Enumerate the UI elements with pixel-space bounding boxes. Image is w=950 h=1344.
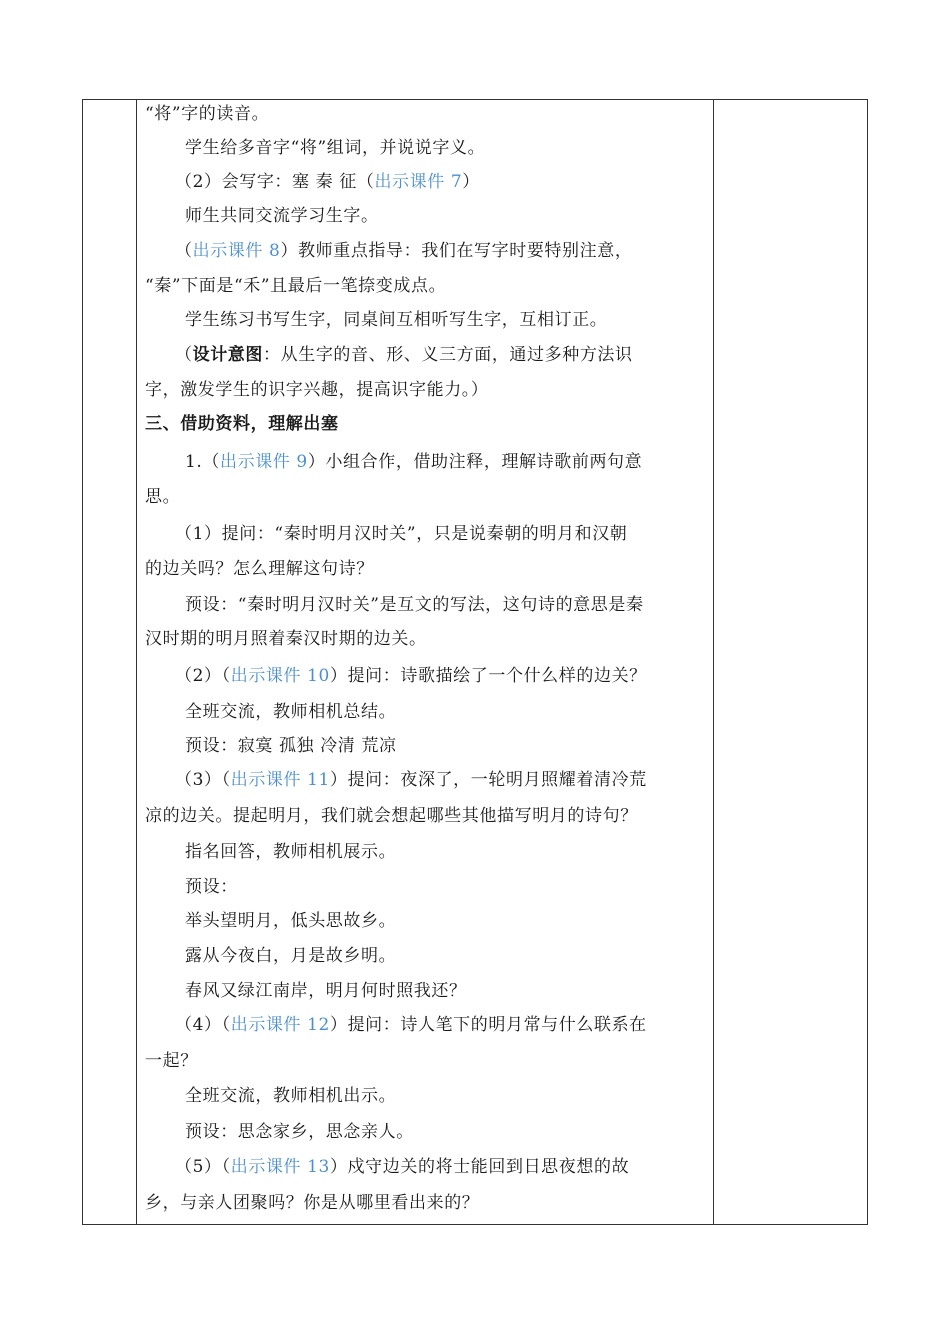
text-line: 预设：寂寞 孤独 冷清 荒凉 bbox=[185, 736, 397, 756]
text-line: 学生练习书写生字，同桌间互相听写生字，互相订正。 bbox=[185, 310, 608, 330]
courseware-link[interactable]: 出示课件 12 bbox=[230, 1015, 330, 1035]
text-line: （1）提问：“秦时明月汉时关”，只是说秦朝的明月和汉朝 bbox=[175, 524, 628, 544]
section-heading: 三、借助资料，理解出塞 bbox=[145, 414, 339, 434]
lesson-table bbox=[82, 99, 868, 1225]
courseware-link[interactable]: 出示课件 13 bbox=[230, 1157, 330, 1177]
text-line: （3）（出示课件 11）提问：夜深了，一轮明月照耀着清冷荒 bbox=[175, 770, 647, 790]
poem-line: 举头望明月，低头思故乡。 bbox=[185, 911, 397, 931]
text-line: 一起？ bbox=[145, 1051, 198, 1071]
text-line: 1.（出示课件 9）小组合作，借助注释，理解诗歌前两句意 bbox=[185, 452, 643, 472]
courseware-link[interactable]: 出示课件 8 bbox=[192, 241, 281, 261]
text-line: 字，激发学生的识字兴趣，提高识字能力。） bbox=[145, 380, 489, 400]
courseware-link[interactable]: 出示课件 11 bbox=[230, 770, 330, 790]
courseware-link[interactable]: 出示课件 10 bbox=[230, 666, 330, 686]
text-line: （5）（出示课件 13）戍守边关的将士能回到日思夜想的故 bbox=[175, 1157, 630, 1177]
text-line: 预设：“秦时明月汉时关”是互文的写法，这句诗的意思是秦 bbox=[185, 595, 644, 615]
text-line: 乡，与亲人团聚吗？你是从哪里看出来的？ bbox=[145, 1193, 480, 1213]
text-line: （出示课件 8）教师重点指导：我们在写字时要特别注意， bbox=[175, 241, 633, 261]
text-line: 凉的边关。提起明月，我们就会想起哪些其他描写明月的诗句？ bbox=[145, 806, 638, 826]
poem-line: 春风又绿江南岸，明月何时照我还？ bbox=[185, 981, 467, 1001]
text-line: （4）（出示课件 12）提问：诗人笔下的明月常与什么联系在 bbox=[175, 1015, 647, 1035]
courseware-link[interactable]: 出示课件 9 bbox=[220, 452, 308, 472]
poem-line: 露从今夜白，月是故乡明。 bbox=[185, 946, 397, 966]
column-divider bbox=[713, 100, 714, 1224]
text-line: 全班交流，教师相机总结。 bbox=[185, 702, 397, 722]
text-line: 学生给多音字“将”组词，并说说字义。 bbox=[185, 138, 486, 158]
text-line: “秦”下面是“禾”且最后一笔捺变成点。 bbox=[145, 276, 447, 296]
text-line: 指名回答，教师相机展示。 bbox=[185, 842, 397, 862]
text-line: “将”字的读音。 bbox=[145, 104, 270, 124]
text-line: 的边关吗？怎么理解这句诗？ bbox=[145, 559, 374, 579]
text-line: 预设： bbox=[185, 877, 238, 897]
text-line: 全班交流，教师相机出示。 bbox=[185, 1086, 397, 1106]
text-line: 思。 bbox=[145, 487, 181, 507]
text-line: 师生共同交流学习生字。 bbox=[185, 206, 379, 226]
text-line: 汉时期的明月照着秦汉时期的边关。 bbox=[145, 629, 427, 649]
text-line: 预设：思念家乡，思念亲人。 bbox=[185, 1122, 414, 1142]
courseware-link[interactable]: 出示课件 7 bbox=[374, 172, 463, 192]
text-line: （2）会写字：塞 秦 征（出示课件 7） bbox=[175, 172, 480, 192]
design-intent-line: （设计意图：从生字的音、形、义三方面，通过多种方法识 bbox=[175, 345, 633, 365]
column-divider bbox=[136, 100, 137, 1224]
text-line: （2）（出示课件 10）提问：诗歌描绘了一个什么样的边关？ bbox=[175, 666, 647, 686]
